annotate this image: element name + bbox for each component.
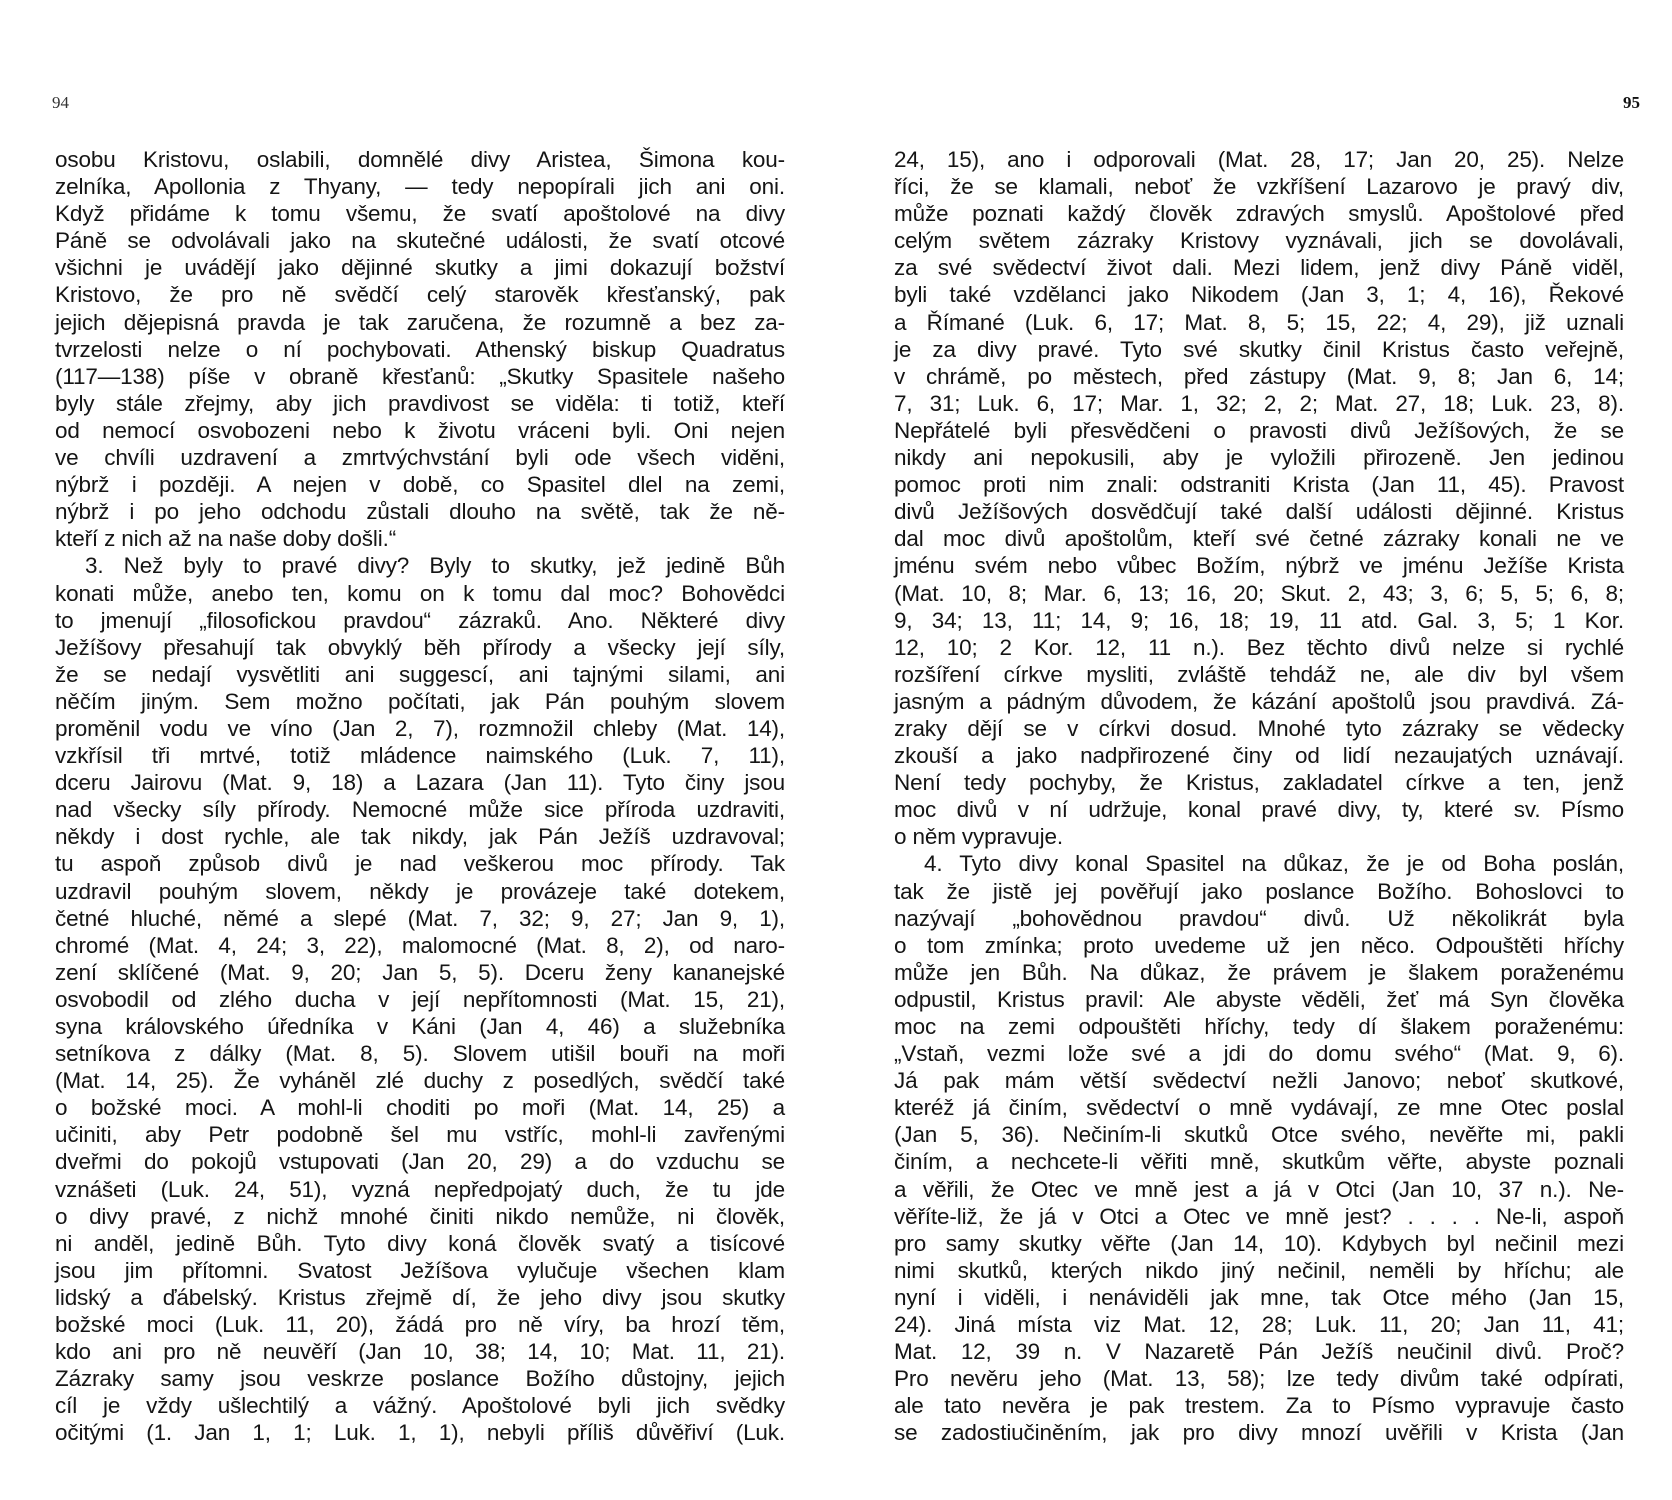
- text-line: božské moci (Luk. 11, 20), žádá pro ně víry, ba hrozí těm,: [55, 1312, 785, 1338]
- text-line: 24, 15), ano i odporovali (Mat. 28, 17; Jan 20, 25). Nelze: [894, 147, 1624, 172]
- text-line: syna královského úředníka v Káni (Jan 4, 46) a služebníka: [55, 1014, 785, 1039]
- text-line: proměnil vodu ve víno (Jan 2, 7), rozmnožil chleby (Mat. 14),: [55, 715, 785, 741]
- text-line: uzdravil pouhým slovem, někdy je provázeje také dotekem,: [55, 878, 785, 904]
- text-line: se zadostiučiněním, jak pro divy mnozí uvěřili v Krista (Jan: [894, 1420, 1624, 1446]
- text-line: rozšíření církve mysliti, zvláště tehdáž ne, ale div byl všem: [894, 661, 1624, 687]
- text-line: Pro nevěru jeho (Mat. 13, 58); lze tedy divům také odpírati,: [894, 1366, 1624, 1392]
- text-line: četné hluché, němé a slepé (Mat. 7, 32; 9, 27; Jan 9, 1),: [55, 905, 785, 931]
- text-line: celým světem zázraky Kristovy vyznávali, jich se dovolávali,: [894, 228, 1624, 254]
- text-line: tvrzelosti nelze o ní pochybovati. Athenský biskup Quadratus: [55, 336, 785, 362]
- text-line: 24). Jiná místa viz Mat. 12, 28; Luk. 11, 20; Jan 11, 41;: [894, 1312, 1624, 1338]
- text-line: (117—138) píše v obraně křesťanů: „Skutky Spasitele našeho: [55, 363, 785, 389]
- text-line: říci, že se klamali, neboť že vzkříšení Lazarovo je pravý div,: [894, 174, 1624, 200]
- text-line: 9, 34; 13, 11; 14, 9; 16, 18; 19, 11 atd. Gal. 3, 5; 1 Kor.: [894, 607, 1624, 633]
- text-line: konati může, anebo ten, komu on k tomu dal moc? Bohovědci: [55, 580, 785, 606]
- text-line: zelníka, Apollonia z Thyany, — tedy nepopírali jich ani oni.: [55, 174, 785, 200]
- text-line: Nepřátelé byli přesvědčeni o pravosti divů Ježíšových, že se: [894, 417, 1624, 443]
- text-line: věříte-liž, že já v Otci a Otec ve mně jest? . . . . Ne-li, aspoň: [894, 1203, 1624, 1229]
- text-line: něčím jiným. Sem možno počítati, jak Pán pouhým slovem: [55, 688, 785, 714]
- text-line: moc divů v ní udržuje, konal pravé divy, ty, které sv. Písmo: [894, 797, 1624, 823]
- text-line: osobu Kristovu, oslabili, domnělé divy Aristea, Šimona kou-: [55, 147, 785, 172]
- text-line: všichni je uvádějí jako dějinné skutky a jimi dokazují božství: [55, 255, 785, 281]
- text-line: a Římané (Luk. 6, 17; Mat. 8, 5; 15, 22; 4, 29), již uznali: [894, 309, 1624, 335]
- text-line: někdy i dost rychle, ale tak nikdy, jak Pán Ježíš uzdravoval;: [55, 824, 785, 850]
- text-line: Já pak mám větší svědectví nežli Janovo; neboť skutkové,: [894, 1068, 1624, 1094]
- text-line: od nemocí osvobozeni nebo k životu vráceni byli. Oni nejen: [55, 417, 785, 443]
- text-line: nazývají „bohovědnou pravdou“ divů. Už několikrát byla: [894, 905, 1624, 931]
- text-line: nyní i viděli, i nenáviděli jak mne, tak Otce mého (Jan 15,: [894, 1284, 1624, 1310]
- text-line: a věřili, že Otec ve mně jest a já v Otci (Jan 10, 37 n.). Ne-: [894, 1176, 1624, 1202]
- text-line: učiniti, aby Petr podobně šel mu vstříc, mohl-li zavřenými: [55, 1122, 785, 1148]
- text-line: (Mat. 14, 25). Že vyháněl zlé duchy z posedlých, svědčí také: [55, 1068, 785, 1094]
- text-line: lidský a ďábelský. Kristus zřejmě dí, že jeho divy jsou skutky: [55, 1284, 785, 1310]
- text-line: o něm vypravuje.: [894, 824, 1063, 850]
- text-line: kteří z nich až na naše doby došli.“: [55, 526, 397, 552]
- text-line: osvobodil od zlého ducha v její nepřítomnosti (Mat. 15, 21),: [55, 986, 785, 1012]
- text-line: o divy pravé, z nichž mnohé činiti nikdo nemůže, ni člověk,: [55, 1203, 785, 1229]
- text-line: o tom zmínka; proto uvedeme už jen něco. Odpouštěti hříchy: [894, 932, 1624, 958]
- text-line: divů Ježíšových dosvědčují také další události dějinné. Kristus: [894, 499, 1624, 525]
- text-line: setníkova z dálky (Mat. 8, 5). Slovem utišil bouři na moři: [55, 1041, 785, 1067]
- text-line: může jen Bůh. Na důkaz, že právem je šlakem poraženému: [894, 959, 1624, 985]
- text-line: dceru Jairovu (Mat. 9, 18) a Lazara (Jan 11). Tyto činy jsou: [55, 770, 785, 796]
- text-line: (Jan 5, 36). Nečiním-li skutků Otce svého, nevěřte mi, pakli: [894, 1122, 1624, 1148]
- text-line: 7, 31; Luk. 6, 17; Mar. 1, 32; 2, 2; Mat. 27, 18; Luk. 23, 8).: [894, 390, 1624, 416]
- text-line: „Vstaň, vezmi lože své a jdi do domu svého“ (Mat. 9, 6).: [894, 1041, 1624, 1067]
- text-line: ni anděl, jedině Bůh. Tyto divy koná člověk svatý a tisícové: [55, 1230, 785, 1256]
- text-line: chromé (Mat. 4, 24; 3, 22), malomocné (Mat. 8, 2), od naro-: [55, 932, 785, 958]
- text-line: je za divy pravé. Tyto své skutky činil Kristus často veřejně,: [894, 336, 1624, 362]
- text-line: 3. Než byly to pravé divy? Byly to skutky, jež jedině Bůh: [85, 553, 785, 579]
- text-line: vznášeti (Luk. 24, 51), vyzná nepředpojatý duch, že tu jde: [55, 1176, 785, 1202]
- text-line: ve chvíli uzdravení a zmrtvýchvstání byli ode všech viděni,: [55, 445, 785, 471]
- text-line: moc na zemi odpouštěti hříchy, tedy dí šlakem poraženému:: [894, 1014, 1624, 1039]
- text-line: to jmenují „filosofickou pravdou“ zázraků. Ano. Některé divy: [55, 607, 785, 633]
- text-line: činím, a nechcete-li věřiti mně, skutkům věřte, abyste poznali: [894, 1149, 1624, 1175]
- text-line: nad všecky síly přírody. Nemocné může sice příroda uzdraviti,: [55, 797, 785, 823]
- text-line: pomoc proti nim znali: odstraniti Krista (Jan 11, 45). Pravost: [894, 472, 1624, 498]
- text-line: v chrámě, po městech, před zástupy (Mat. 9, 8; Jan 6, 14;: [894, 363, 1624, 389]
- text-line: za své svědectví život dali. Mezi lidem, jenž divy Páně viděl,: [894, 255, 1624, 281]
- text-line: nýbrž i po jeho odchodu zůstali dlouho na světě, tak že ně-: [55, 499, 785, 525]
- page-number-right: 95: [1623, 93, 1640, 112]
- right-page: [836, 0, 1672, 1500]
- text-line: 12, 10; 2 Kor. 12, 11 n.). Bez těchto divů nelze si rychlé: [894, 634, 1624, 660]
- text-line: Zázraky samy jsou veskrze poslance Božího důstojny, jejich: [55, 1366, 785, 1392]
- right-text-column: [894, 146, 1624, 1447]
- text-line: Mat. 12, 39 n. V Nazaretě Pán Ježíš neučinil divů. Proč?: [894, 1339, 1624, 1365]
- text-line: zení sklíčené (Mat. 9, 20; Jan 5, 5). Dceru ženy kananejské: [55, 959, 785, 985]
- text-line: dal moc divů apoštolům, kteří své četné zázraky konali ne ve: [894, 526, 1624, 552]
- text-line: nikdy ani nepokusili, aby je vyložili přirozeně. Jen jedinou: [894, 445, 1624, 471]
- text-line: jménu svém nebo vůbec Božím, nýbrž ve jménu Ježíše Krista: [894, 553, 1624, 579]
- text-line: nýbrž i později. A nejen v době, co Spasitel dlel na zemi,: [55, 472, 785, 498]
- text-line: že se nedají vysvětliti ani suggescí, ani tajnými silami, ani: [55, 661, 785, 687]
- text-line: může poznati každý člověk zdravých smyslů. Apoštolové před: [894, 201, 1624, 227]
- text-line: nimi skutků, kterých nikdo jiný nečinil, neměli by hříchu; ale: [894, 1257, 1624, 1283]
- text-line: jasným a pádným důvodem, že kázání apoštolů jsou pravdivá. Zá-: [894, 688, 1624, 714]
- text-line: zkouší a jako nadpřirozené činy od lidí nezaujatých uznávají.: [894, 743, 1624, 769]
- text-line: byly stále zřejmy, aby jich pravdivost se viděla: ti totiž, kteří: [55, 390, 785, 416]
- text-line: Když přidáme k tomu všemu, že svatí apoštolové na divy: [55, 201, 785, 227]
- text-line: jejich dějepisná pravda je tak zaručena, že rozumně a bez za-: [55, 309, 785, 335]
- text-line: tak že jistě jej pověřují jako poslance Božího. Bohoslovci to: [894, 878, 1624, 904]
- text-line: tu aspoň způsob divů je nad veškerou moc přírody. Tak: [55, 851, 785, 877]
- left-text-column: [55, 146, 785, 1447]
- text-line: Ježíšovy přesahují tak obvyklý běh přírody a všecky její síly,: [55, 634, 785, 660]
- text-line: odpustil, Kristus pravil: Ale abyste věděli, žeť má Syn člověka: [894, 986, 1624, 1012]
- text-line: jsou jim přítomni. Svatost Ježíšova vylučuje všechen klam: [55, 1257, 785, 1283]
- text-line: zraky dějí se v církvi dosud. Mnohé tyto zázraky se vědecky: [894, 715, 1624, 741]
- text-line: pro samy skutky věřte (Jan 14, 10). Kdybych byl nečinil mezi: [894, 1230, 1624, 1256]
- text-line: (Mat. 10, 8; Mar. 6, 13; 16, 20; Skut. 2, 43; 3, 6; 5, 5; 6, 8;: [894, 580, 1624, 606]
- page-number-left: 94: [52, 93, 69, 112]
- text-line: byli také vzdělanci jako Nikodem (Jan 3, 1; 4, 16), Řekové: [894, 282, 1624, 308]
- text-line: ale tato nevěra je pak trestem. Za to Písmo vypravuje často: [894, 1393, 1624, 1419]
- text-line: 4. Tyto divy konal Spasitel na důkaz, že je od Boha poslán,: [924, 851, 1624, 877]
- text-line: o božské moci. A mohl-li choditi po moři (Mat. 14, 25) a: [55, 1095, 785, 1121]
- text-line: vzkřísil tři mrtvé, totiž mládence naimského (Luk. 7, 11),: [55, 743, 785, 769]
- text-line: dveřmi do pokojů vstupovati (Jan 20, 29) a do vzduchu se: [55, 1149, 785, 1175]
- text-line: cíl je vždy ušlechtilý a vážný. Apoštolové byli jich svědky: [55, 1393, 785, 1419]
- text-line: očitými (1. Jan 1, 1; Luk. 1, 1), nebyli příliš důvěřiví (Luk.: [55, 1420, 785, 1446]
- text-line: kteréž já činím, svědectví o mně vydávají, ze mne Otec poslal: [894, 1095, 1624, 1121]
- text-line: kdo ani pro ně neuvěří (Jan 10, 38; 14, 10; Mat. 11, 21).: [55, 1339, 785, 1365]
- text-line: Páně se odvolávali jako na skutečné události, že svatí otcové: [55, 228, 785, 254]
- text-line: Není tedy pochyby, že Kristus, zakladatel církve a ten, jenž: [894, 770, 1624, 796]
- text-line: Kristovo, že pro ně svědčí celý starověk křesťanský, pak: [55, 282, 785, 308]
